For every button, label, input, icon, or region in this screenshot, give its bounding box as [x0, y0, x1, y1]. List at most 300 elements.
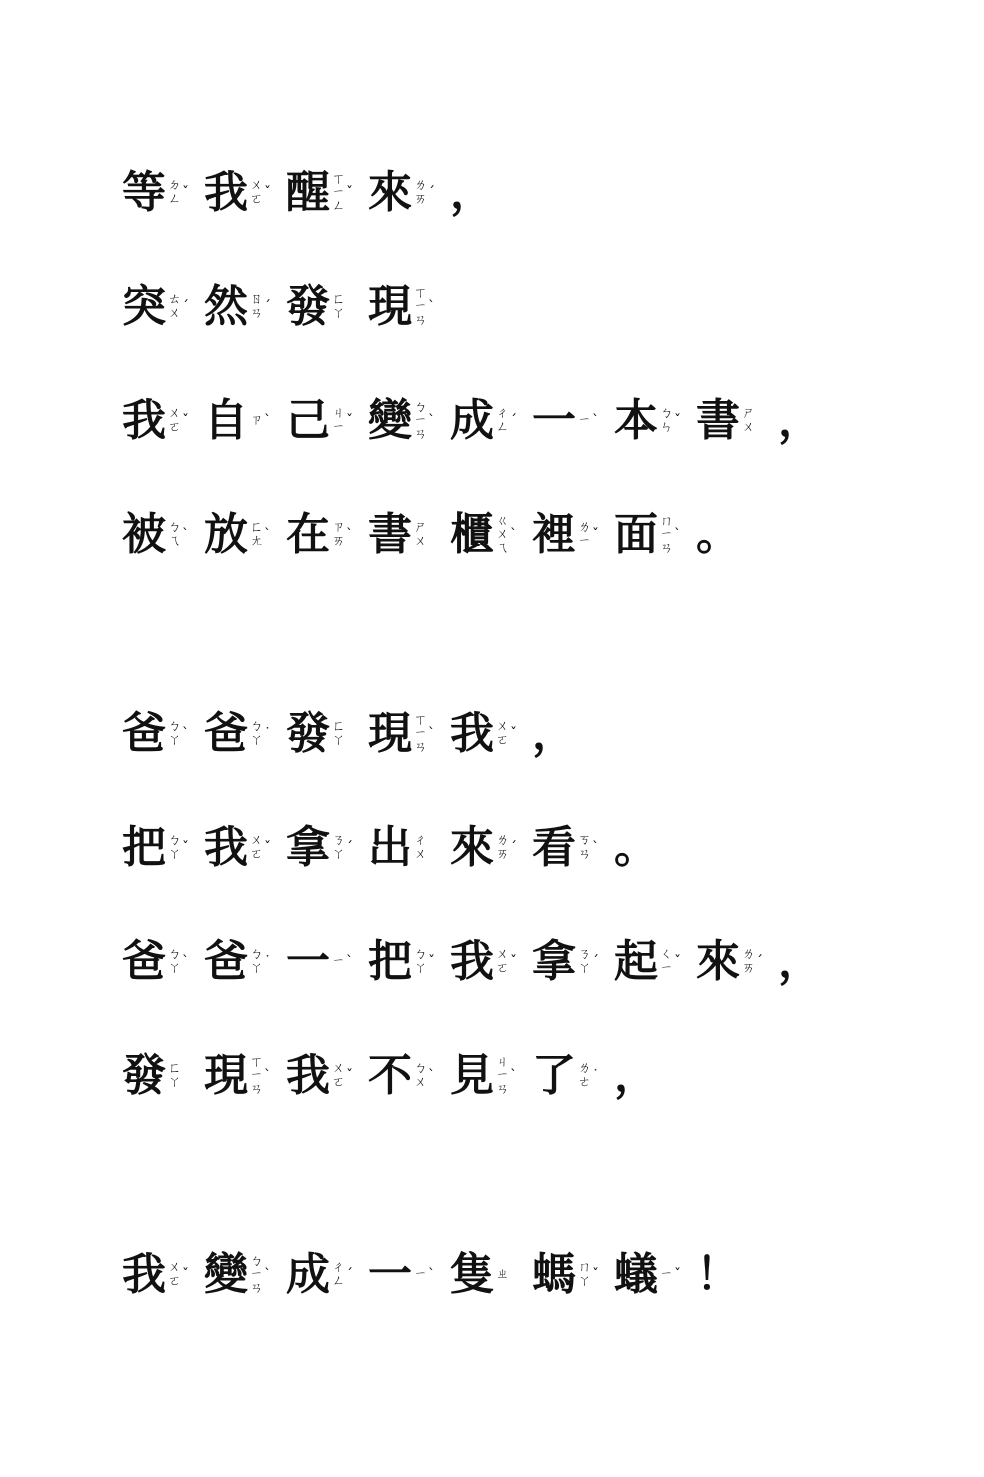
punctuation: 。	[696, 509, 740, 560]
tone-mark: ˋ	[182, 954, 190, 970]
zhuyin-symbol: ㄞ	[414, 192, 428, 207]
zhuyin-symbol: ㄅ	[168, 947, 182, 963]
zhuyin-symbols	[168, 720, 181, 747]
character-with-zhuyin	[204, 1050, 280, 1101]
zhuyin-symbol: ㄉ	[168, 178, 182, 194]
zhuyin-symbols	[496, 1056, 509, 1097]
tone-mark: ˊ	[510, 413, 518, 429]
zhuyin-symbols	[332, 834, 345, 861]
zhuyin-annotation	[660, 515, 690, 556]
zhuyin-symbol: ㄢ	[660, 540, 674, 556]
hanzi-character: 面	[614, 509, 658, 560]
zhuyin-annotation	[332, 720, 362, 747]
zhuyin-symbol: ㄚ	[332, 733, 346, 748]
zhuyin-symbols	[660, 1268, 673, 1282]
character-with-zhuyin	[204, 509, 280, 560]
character-with-zhuyin	[286, 936, 362, 987]
zhuyin-annotation	[168, 1261, 198, 1288]
zhuyin-annotation	[168, 293, 198, 320]
character-with-zhuyin	[532, 1249, 608, 1300]
text-line	[122, 1031, 658, 1121]
tone-mark: ˇ	[346, 413, 354, 429]
zhuyin-symbol: ㄚ	[168, 1075, 182, 1090]
punctuation: ，	[778, 936, 822, 987]
zhuyin-symbol: ㄚ	[250, 733, 264, 748]
zhuyin-annotation	[496, 407, 526, 434]
zhuyin-symbol: ㄢ	[496, 1081, 510, 1097]
character-with-zhuyin	[204, 936, 280, 987]
tone-mark: ˇ	[346, 1068, 354, 1084]
zhuyin-symbol: ㄢ	[250, 1280, 264, 1296]
hanzi-character: 拿	[532, 936, 576, 987]
zhuyin-symbols	[250, 521, 263, 548]
zhuyin-symbols	[168, 1062, 181, 1089]
zhuyin-symbol: ㄈ	[250, 520, 264, 536]
zhuyin-symbol: ㄗ	[250, 413, 264, 429]
zhuyin-symbol: ㄋ	[578, 947, 592, 963]
tone-mark: ˊ	[264, 299, 272, 315]
hanzi-character: 我	[286, 1050, 330, 1101]
character-with-zhuyin	[204, 1249, 280, 1300]
zhuyin-symbol: ㄅ	[250, 1253, 264, 1269]
hanzi-character: 一	[532, 395, 576, 446]
tone-mark: ˋ	[182, 527, 190, 543]
zhuyin-symbol: ㄒ	[414, 712, 428, 728]
character-with-zhuyin	[368, 936, 444, 987]
zhuyin-symbol: ㄓ	[496, 1267, 510, 1283]
zhuyin-symbol: ㄟ	[496, 540, 510, 556]
tone-mark: ˋ	[428, 725, 436, 742]
tone-mark: ˋ	[346, 954, 354, 970]
character-with-zhuyin	[122, 708, 198, 759]
character-with-zhuyin	[204, 395, 280, 446]
zhuyin-annotation	[578, 521, 608, 548]
zhuyin-symbols	[496, 515, 509, 556]
character-with-zhuyin	[450, 822, 526, 873]
zhuyin-symbol: ㄅ	[250, 947, 264, 963]
tone-mark: ˇ	[592, 527, 600, 543]
zhuyin-symbols	[578, 521, 591, 548]
zhuyin-symbol: ㄧ	[250, 1267, 264, 1283]
zhuyin-symbols	[496, 407, 509, 434]
character-with-zhuyin	[204, 167, 280, 218]
zhuyin-annotation	[168, 834, 198, 861]
hanzi-character: 拿	[286, 822, 330, 873]
zhuyin-annotation	[660, 407, 690, 434]
zhuyin-symbols	[168, 521, 181, 548]
tone-mark: ˇ	[592, 1267, 600, 1283]
hanzi-character: 變	[204, 1249, 248, 1300]
hanzi-character: 現	[368, 281, 412, 332]
zhuyin-symbol: ㄢ	[414, 312, 428, 328]
zhuyin-symbols	[496, 720, 509, 747]
tone-mark: ˊ	[592, 954, 600, 970]
zhuyin-symbol: ㄞ	[742, 961, 756, 976]
character-with-zhuyin	[450, 708, 526, 759]
zhuyin-symbol: ㄚ	[250, 961, 264, 976]
zhuyin-symbol: ㄧ	[414, 726, 428, 742]
hanzi-character: 爸	[122, 708, 166, 759]
zhuyin-annotation	[332, 954, 362, 970]
zhuyin-symbols	[414, 287, 427, 328]
character-with-zhuyin	[450, 936, 526, 987]
zhuyin-symbols	[496, 1268, 509, 1282]
zhuyin-symbol: ㄈ	[332, 719, 346, 735]
hanzi-character: 看	[532, 822, 576, 873]
text-line	[122, 148, 494, 238]
zhuyin-symbol: ㄋ	[332, 833, 346, 849]
character-with-zhuyin	[122, 822, 198, 873]
zhuyin-symbol: ㄚ	[168, 733, 182, 748]
zhuyin-annotation	[578, 1062, 608, 1089]
zhuyin-symbol: ㄒ	[250, 1054, 264, 1070]
character-with-zhuyin	[286, 1050, 362, 1101]
character-with-zhuyin	[286, 822, 362, 873]
zhuyin-annotation	[168, 407, 198, 434]
zhuyin-symbol: ㄨ	[250, 178, 264, 194]
tone-mark: ˇ	[264, 185, 272, 201]
zhuyin-annotation	[168, 179, 198, 206]
zhuyin-symbol: ㄞ	[332, 534, 346, 549]
character-with-zhuyin	[286, 281, 362, 332]
zhuyin-symbol: ㄧ	[660, 1267, 674, 1283]
tone-mark: ˋ	[674, 526, 682, 543]
zhuyin-symbol: ㄧ	[578, 413, 592, 429]
hanzi-character: 現	[368, 708, 412, 759]
zhuyin-annotation	[250, 521, 280, 548]
zhuyin-symbols	[332, 1261, 345, 1288]
tone-mark: ˇ	[182, 840, 190, 856]
punctuation: 。	[614, 822, 658, 873]
zhuyin-symbol: ㄨ	[168, 306, 182, 321]
hanzi-character: 成	[450, 395, 494, 446]
text-line	[122, 803, 658, 893]
zhuyin-symbol: ㄨ	[496, 527, 510, 543]
hanzi-character: 自	[204, 395, 248, 446]
hanzi-character: 爸	[204, 936, 248, 987]
zhuyin-symbol: ㄧ	[332, 185, 346, 201]
zhuyin-symbol: ㄛ	[496, 733, 510, 748]
hanzi-character: 我	[204, 822, 248, 873]
zhuyin-annotation	[496, 720, 526, 747]
zhuyin-symbol: ㄕ	[742, 406, 756, 422]
character-with-zhuyin	[532, 822, 608, 873]
tone-mark: ˇ	[510, 954, 518, 970]
zhuyin-symbol: ㄚ	[332, 847, 346, 862]
zhuyin-annotation	[250, 948, 280, 975]
zhuyin-annotation	[742, 407, 772, 434]
zhuyin-annotation	[332, 1261, 362, 1288]
zhuyin-symbol: ㄨ	[332, 1061, 346, 1077]
zhuyin-annotation	[168, 948, 198, 975]
tone-mark: ˊ	[346, 1267, 354, 1283]
hanzi-character: 來	[368, 167, 412, 218]
zhuyin-symbols	[250, 948, 263, 975]
text-line	[122, 689, 576, 779]
hanzi-character: 本	[614, 395, 658, 446]
zhuyin-symbol: ㄍ	[496, 513, 510, 529]
zhuyin-symbol: ㄣ	[660, 420, 674, 435]
hanzi-character: 不	[368, 1050, 412, 1101]
zhuyin-symbol: ㄢ	[250, 306, 264, 321]
zhuyin-symbols	[168, 407, 181, 434]
character-with-zhuyin	[286, 708, 362, 759]
hanzi-character: 等	[122, 167, 166, 218]
hanzi-character: 來	[696, 936, 740, 987]
zhuyin-symbols	[660, 948, 673, 975]
character-with-zhuyin	[368, 1249, 444, 1300]
zhuyin-symbol: ㄕ	[414, 520, 428, 536]
zhuyin-symbols	[742, 407, 755, 434]
tone-mark: ˋ	[264, 1266, 272, 1283]
character-with-zhuyin	[532, 509, 608, 560]
tone-mark: ˋ	[510, 1067, 518, 1084]
tone-mark: ˊ	[510, 840, 518, 856]
zhuyin-symbol: ㄧ	[578, 534, 592, 549]
tone-mark: ˇ	[264, 840, 272, 856]
tone-mark: ˇ	[428, 954, 436, 970]
zhuyin-symbols	[168, 179, 181, 206]
zhuyin-annotation	[250, 1255, 280, 1296]
zhuyin-symbol: ㄐ	[332, 406, 346, 422]
hanzi-character: 發	[286, 281, 330, 332]
character-with-zhuyin	[368, 395, 444, 446]
hanzi-character: 隻	[450, 1249, 494, 1300]
zhuyin-symbol: ㄐ	[496, 1054, 510, 1070]
character-with-zhuyin	[286, 509, 362, 560]
zhuyin-symbols	[332, 173, 345, 214]
zhuyin-annotation	[168, 521, 198, 548]
zhuyin-symbol: ㄚ	[414, 961, 428, 976]
zhuyin-annotation	[332, 173, 362, 214]
zhuyin-symbol: ㄥ	[332, 198, 346, 214]
zhuyin-symbol: ㄌ	[742, 947, 756, 963]
zhuyin-symbols	[496, 834, 509, 861]
hanzi-character: 發	[286, 708, 330, 759]
zhuyin-symbol: ㄔ	[414, 833, 428, 849]
hanzi-character: 突	[122, 281, 166, 332]
zhuyin-symbol: ㄨ	[168, 406, 182, 422]
zhuyin-symbol: ㄛ	[168, 1274, 182, 1289]
zhuyin-symbol: ㄚ	[168, 847, 182, 862]
zhuyin-symbols	[168, 1261, 181, 1288]
zhuyin-symbols	[414, 714, 427, 755]
character-with-zhuyin	[368, 708, 444, 759]
zhuyin-symbol: ㄇ	[578, 1260, 592, 1276]
zhuyin-symbols	[578, 414, 591, 428]
zhuyin-symbols	[660, 515, 673, 556]
character-with-zhuyin	[122, 509, 198, 560]
zhuyin-annotation	[250, 1056, 280, 1097]
zhuyin-symbol: ㄚ	[578, 961, 592, 976]
character-with-zhuyin	[614, 936, 690, 987]
zhuyin-symbol: ㄥ	[168, 192, 182, 207]
zhuyin-symbol: ㄨ	[496, 947, 510, 963]
character-with-zhuyin	[368, 822, 444, 873]
zhuyin-symbol: ㄅ	[660, 406, 674, 422]
zhuyin-symbols	[250, 1255, 263, 1296]
hanzi-character: 見	[450, 1050, 494, 1101]
character-with-zhuyin	[122, 167, 198, 218]
character-with-zhuyin	[614, 1249, 690, 1300]
zhuyin-symbols	[332, 955, 345, 969]
hanzi-character: 了	[532, 1050, 576, 1101]
zhuyin-symbol: ㄨ	[414, 534, 428, 549]
zhuyin-symbol: ㄢ	[414, 426, 428, 442]
hanzi-character: 醒	[286, 167, 330, 218]
tone-mark: ˊ	[756, 954, 764, 970]
zhuyin-symbol: ㄌ	[578, 1061, 592, 1077]
zhuyin-symbol: ㄅ	[414, 1061, 428, 1077]
zhuyin-symbol: ㄚ	[578, 1274, 592, 1289]
zhuyin-annotation	[414, 401, 444, 442]
hanzi-character: 我	[122, 395, 166, 446]
zhuyin-symbols	[168, 293, 181, 320]
zhuyin-annotation	[414, 834, 444, 861]
zhuyin-annotation	[332, 293, 362, 320]
tone-mark: ˇ	[182, 185, 190, 201]
zhuyin-symbols	[578, 948, 591, 975]
tone-mark: ˇ	[674, 954, 682, 970]
zhuyin-symbol: ㄧ	[414, 299, 428, 315]
character-with-zhuyin	[204, 822, 280, 873]
zhuyin-symbols	[414, 834, 427, 861]
character-with-zhuyin	[450, 1249, 526, 1300]
zhuyin-symbol: ㄛ	[250, 847, 264, 862]
character-with-zhuyin	[286, 167, 362, 218]
tone-mark: ˋ	[428, 298, 436, 315]
zhuyin-annotation	[168, 1062, 198, 1089]
zhuyin-symbol: ㄢ	[414, 739, 428, 755]
zhuyin-symbol: ㄈ	[332, 292, 346, 308]
character-with-zhuyin	[286, 395, 362, 446]
character-with-zhuyin	[122, 936, 198, 987]
zhuyin-symbol: ㄧ	[660, 527, 674, 543]
character-with-zhuyin	[122, 1249, 198, 1300]
zhuyin-symbol: ㄒ	[414, 285, 428, 301]
hanzi-character: 書	[696, 395, 740, 446]
hanzi-character: 我	[122, 1249, 166, 1300]
zhuyin-symbols	[250, 1056, 263, 1097]
zhuyin-annotation	[332, 834, 362, 861]
character-with-zhuyin	[696, 395, 772, 446]
zhuyin-symbol: ㄞ	[496, 847, 510, 862]
zhuyin-annotation	[414, 948, 444, 975]
tone-mark: ˋ	[428, 1267, 436, 1283]
punctuation: ，	[532, 708, 576, 759]
hanzi-character: 然	[204, 281, 248, 332]
character-with-zhuyin	[450, 1050, 526, 1101]
character-with-zhuyin	[122, 1050, 198, 1101]
zhuyin-symbol: ㄅ	[168, 719, 182, 735]
zhuyin-symbol: ㄛ	[496, 961, 510, 976]
zhuyin-symbols	[660, 407, 673, 434]
zhuyin-symbols	[414, 401, 427, 442]
hanzi-character: 裡	[532, 509, 576, 560]
hanzi-character: 爸	[204, 708, 248, 759]
hanzi-character: 放	[204, 509, 248, 560]
hanzi-character: 發	[122, 1050, 166, 1101]
zhuyin-symbols	[332, 720, 345, 747]
hanzi-character: 我	[204, 167, 248, 218]
zhuyin-symbol: ㄌ	[414, 178, 428, 194]
zhuyin-symbols	[742, 948, 755, 975]
zhuyin-symbol: ㄨ	[742, 420, 756, 435]
zhuyin-symbols	[414, 948, 427, 975]
tone-mark: ˋ	[264, 1067, 272, 1084]
zhuyin-symbol: ㄌ	[496, 833, 510, 849]
zhuyin-symbol: ㄨ	[414, 1075, 428, 1090]
zhuyin-annotation	[578, 948, 608, 975]
tone-mark: ˋ	[428, 412, 436, 429]
tone-mark: ˋ	[264, 527, 272, 543]
text-line	[122, 1230, 740, 1320]
hanzi-character: 把	[368, 936, 412, 987]
zhuyin-symbols	[578, 834, 591, 861]
tone-mark: ˊ	[346, 840, 354, 856]
hanzi-character: 蟻	[614, 1249, 658, 1300]
hanzi-character: 爸	[122, 936, 166, 987]
zhuyin-annotation	[332, 407, 362, 434]
zhuyin-symbol: ㄒ	[332, 171, 346, 187]
zhuyin-symbol: ㄚ	[168, 961, 182, 976]
hanzi-character: 在	[286, 509, 330, 560]
character-with-zhuyin	[122, 395, 198, 446]
zhuyin-annotation	[660, 948, 690, 975]
zhuyin-symbols	[332, 293, 345, 320]
tone-mark: ˋ	[264, 413, 272, 429]
zhuyin-symbol: ㄢ	[578, 847, 592, 862]
text-line	[122, 490, 740, 580]
zhuyin-annotation	[414, 1267, 444, 1283]
zhuyin-annotation	[578, 834, 608, 861]
hanzi-character: 我	[450, 708, 494, 759]
zhuyin-symbol: ㄊ	[168, 292, 182, 308]
zhuyin-symbol: ㄧ	[250, 1068, 264, 1084]
zhuyin-annotation	[578, 413, 608, 429]
zhuyin-symbol: ㄨ	[414, 847, 428, 862]
tone-mark: ˇ	[182, 1267, 190, 1283]
zhuyin-symbols	[168, 948, 181, 975]
hanzi-character: 起	[614, 936, 658, 987]
character-with-zhuyin	[204, 281, 280, 332]
zhuyin-symbol: ㄨ	[250, 833, 264, 849]
zhuyin-symbol: ㄅ	[250, 719, 264, 735]
zhuyin-symbol: ㄔ	[332, 1260, 346, 1276]
zhuyin-annotation	[414, 714, 444, 755]
tone-mark: ˋ	[592, 413, 600, 429]
zhuyin-annotation	[250, 834, 280, 861]
character-with-zhuyin	[204, 708, 280, 759]
zhuyin-symbol: ㄔ	[496, 406, 510, 422]
zhuyin-symbols	[414, 521, 427, 548]
hanzi-character: 己	[286, 395, 330, 446]
zhuyin-annotation	[496, 1268, 526, 1282]
punctuation: ，	[450, 167, 494, 218]
character-with-zhuyin	[532, 1050, 608, 1101]
zhuyin-annotation	[414, 287, 444, 328]
zhuyin-symbol: ㄧ	[660, 961, 674, 976]
zhuyin-symbols	[250, 179, 263, 206]
punctuation: ！	[696, 1249, 740, 1300]
zhuyin-symbols	[250, 293, 263, 320]
tone-mark: ˊ	[182, 299, 190, 315]
zhuyin-symbol: ㄛ	[332, 1075, 346, 1090]
zhuyin-symbols	[250, 720, 263, 747]
character-with-zhuyin	[532, 936, 608, 987]
hanzi-character: 書	[368, 509, 412, 560]
character-with-zhuyin	[614, 395, 690, 446]
